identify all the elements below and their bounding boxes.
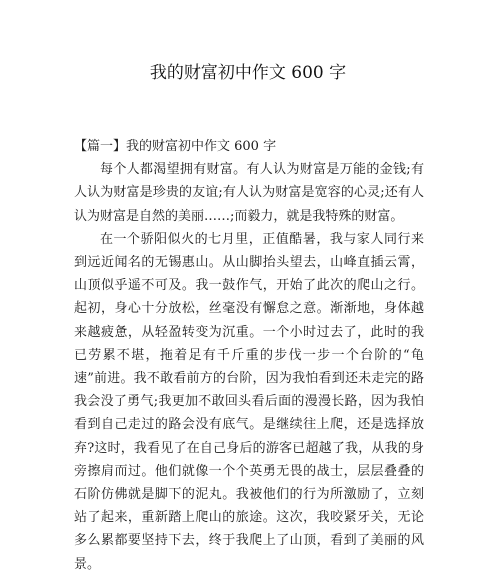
section-heading: 【篇一】我的财富初中作文 600 字: [74, 139, 277, 154]
paragraph-climb-story: 在一个骄阳似火的七月里，正值酷暑，我与家人同行来到远近闻名的无锡惠山。从山脚抬头望去，山峰直插云霄，山顶似乎遥不可及。我一鼓作气，开始了此次的爬山之行。起初，身心十分放松，丝毫没有懈怠之意。渐渐地，身体越来越疲惫，从轻盈转变为沉重。一个小时过去了，此时的我已劳累不堪，拖着足有千斤重的步伐一步一个台阶的“龟速”前进。我不敢看前方的台阶，因为我怕看到还未走完的路我会没了勇气;我更加不敢回头看后面的漫漫长路，因为我怕看到自己走过的路会没有底气。是继续往上爬，还是选择放弃?这时，我看见了在自己身后的游客已超越了我，从我的身旁擦肩而过。他们就像一个个英勇无畏的战士，层层叠叠的石阶仿佛就是脚下的泥丸。我被他们的行为所激励了，立刻站了起来，重新踏上爬山的旅途。这次，我咬紧牙关，无论多么累都要坚持下去，终于我爬上了山顶，看到了美丽的风景。: [74, 231, 424, 572]
document-title: 我的财富初中作文 600 字: [149, 63, 347, 83]
document-body: [74, 135, 424, 576]
paragraph-intro: 每个人都渴望拥有财富。有人认为财富是万能的金钱;有人认为财富是珍贵的友谊;有人认为财富是宽容的心灵;还有人认为财富是自然的美丽……;而毅力，就是我特殊的财富。: [74, 162, 424, 224]
